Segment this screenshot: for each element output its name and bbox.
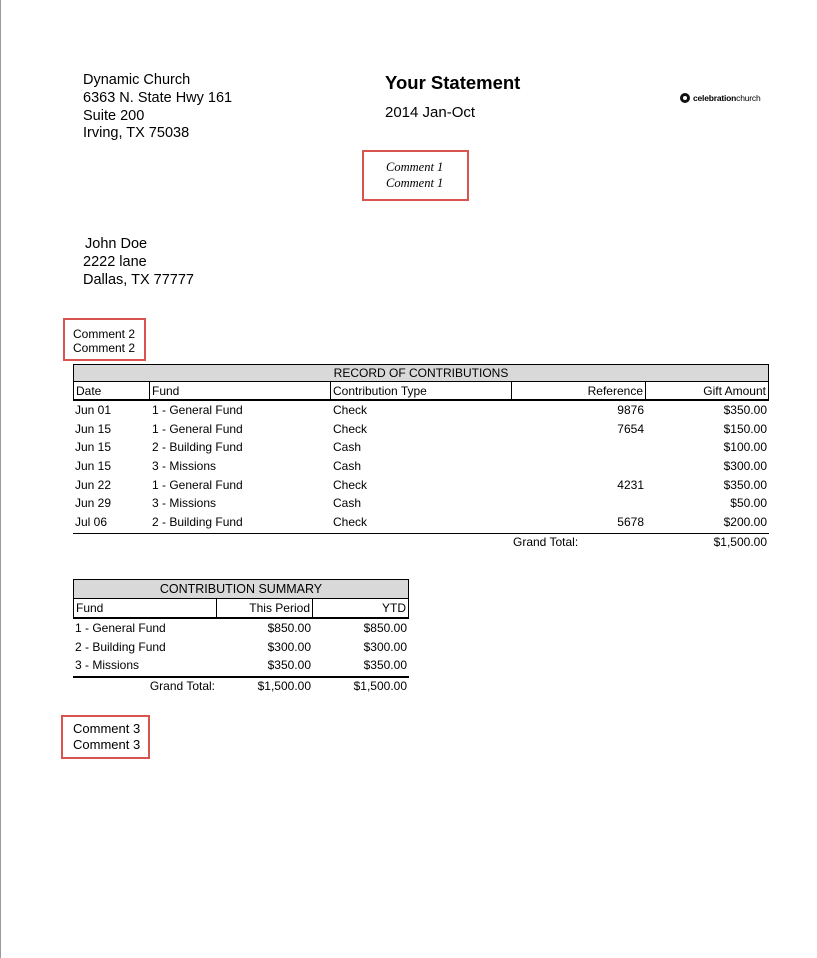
cell-fund: 2 - Building Fund <box>75 639 166 654</box>
church-logo <box>680 88 772 108</box>
header-fund: Fund <box>73 599 217 617</box>
cell-date: Jun 15 <box>75 421 112 436</box>
cell-fund: 1 - General Fund <box>152 477 243 492</box>
cell-date: Jun 15 <box>75 459 112 474</box>
cell-fund: 1 - General Fund <box>152 403 243 417</box>
cell-amount: $200.00 <box>723 515 767 530</box>
cell-fund: 3 - Missions <box>152 496 217 511</box>
cell-amount: $300.00 <box>723 459 767 474</box>
header-gift-amount: Gift Amount <box>646 382 769 399</box>
church-city: Irving, TX 75038 <box>83 125 190 142</box>
table-row <box>73 619 409 638</box>
header-ytd: YTD <box>313 599 409 617</box>
donor-name: John Doe <box>85 236 148 252</box>
record-grand-total-label: Grand Total: <box>513 534 579 549</box>
cell-date: Jun 15 <box>75 440 112 455</box>
logo-wordmark <box>693 93 760 103</box>
table-row <box>73 513 769 532</box>
table-row <box>73 457 769 476</box>
record-table-title: RECORD OF CONTRIBUTIONS <box>73 364 769 382</box>
statement-title: Your Statement <box>385 72 521 93</box>
cell-type: Check <box>333 403 368 417</box>
comment-1-box <box>362 150 469 201</box>
cell-type: Check <box>333 515 368 530</box>
cell-fund: 2 - Building Fund <box>152 515 243 530</box>
comment-3-line: Comment 3 <box>73 737 141 752</box>
header-reference: Reference <box>512 382 646 399</box>
church-name: Dynamic Church <box>83 72 191 88</box>
church-suite: Suite 200 <box>83 107 145 124</box>
cell-date: Jul 06 <box>75 515 108 530</box>
donor-street: 2222 lane <box>83 253 147 270</box>
cell-fund: 2 - Building Fund <box>152 440 243 455</box>
celebration-logo-icon <box>680 93 690 103</box>
comment-2-line: Comment 2 <box>73 341 136 355</box>
cell-ytd: $300.00 <box>363 639 407 654</box>
header-date: Date <box>73 382 150 399</box>
table-row <box>73 494 769 513</box>
church-address <box>83 72 232 143</box>
cell-type: Check <box>333 477 368 492</box>
cell-reference: 7654 <box>617 421 644 436</box>
summary-table-body <box>73 619 409 675</box>
cell-reference: 4231 <box>617 477 644 492</box>
comment-2-line: Comment 2 <box>73 327 136 341</box>
summary-table-title: CONTRIBUTION SUMMARY <box>73 579 409 599</box>
donor-address <box>83 236 194 289</box>
table-row <box>73 656 409 675</box>
cell-amount: $350.00 <box>723 477 767 492</box>
record-grand-total-value: $1,500.00 <box>713 534 767 549</box>
cell-amount: $100.00 <box>723 440 767 455</box>
header-contribution-type: Contribution Type <box>331 382 512 399</box>
table-row <box>73 438 769 457</box>
cell-fund: 1 - General Fund <box>152 421 243 436</box>
comment-3-box <box>61 715 150 759</box>
page-edge-rule <box>0 0 1 958</box>
statement-period: 2014 Jan-Oct <box>385 104 476 121</box>
summary-grand-total-label: Grand Total: <box>149 678 215 693</box>
cell-reference <box>512 438 646 457</box>
comment-1-line: Comment 1 <box>386 176 444 190</box>
table-row <box>73 638 409 657</box>
cell-type: Cash <box>333 496 362 511</box>
header-this-period: This Period <box>217 599 313 617</box>
summary-table-header <box>73 599 409 619</box>
contribution-summary-table <box>73 579 409 696</box>
cell-amount: $50.00 <box>730 496 767 511</box>
cell-this-period: $300.00 <box>267 639 311 654</box>
comment-3-line: Comment 3 <box>73 721 141 736</box>
cell-fund: 1 - General Fund <box>75 621 166 635</box>
record-grand-total-row <box>73 534 769 551</box>
cell-type: Check <box>333 421 368 436</box>
cell-reference: 9876 <box>617 403 644 417</box>
record-table-header <box>73 382 769 401</box>
donor-city: Dallas, TX 77777 <box>83 271 194 288</box>
cell-ytd: $350.00 <box>363 658 407 672</box>
table-row <box>73 476 769 495</box>
cell-fund: 3 - Missions <box>75 658 140 672</box>
cell-reference: 5678 <box>617 515 644 530</box>
cell-date: Jun 01 <box>75 403 112 417</box>
comment-1-line: Comment 1 <box>386 160 444 174</box>
header-fund: Fund <box>150 382 331 399</box>
summary-grand-total-ytd: $1,500.00 <box>353 678 407 693</box>
cell-date: Jun 29 <box>75 496 112 511</box>
record-of-contributions-table <box>73 364 769 551</box>
cell-reference <box>512 457 646 476</box>
cell-type: Cash <box>333 459 362 474</box>
cell-ytd: $850.00 <box>363 621 407 635</box>
summary-grand-total-period: $1,500.00 <box>257 678 311 693</box>
cell-fund: 3 - Missions <box>152 459 217 474</box>
comment-2-box <box>63 318 146 361</box>
church-street: 6363 N. State Hwy 161 <box>83 89 233 106</box>
table-row <box>73 420 769 439</box>
cell-this-period: $850.00 <box>267 621 311 635</box>
summary-grand-total-row <box>73 678 409 696</box>
cell-amount: $350.00 <box>723 403 767 417</box>
cell-this-period: $350.00 <box>267 658 311 672</box>
cell-type: Cash <box>333 440 362 455</box>
table-row <box>73 401 769 420</box>
cell-reference <box>512 494 646 513</box>
cell-date: Jun 22 <box>75 477 112 492</box>
cell-amount: $150.00 <box>723 421 767 436</box>
logo-word-bold: celebration <box>693 93 737 103</box>
record-table-body <box>73 401 769 532</box>
logo-word-light: church <box>736 93 761 103</box>
